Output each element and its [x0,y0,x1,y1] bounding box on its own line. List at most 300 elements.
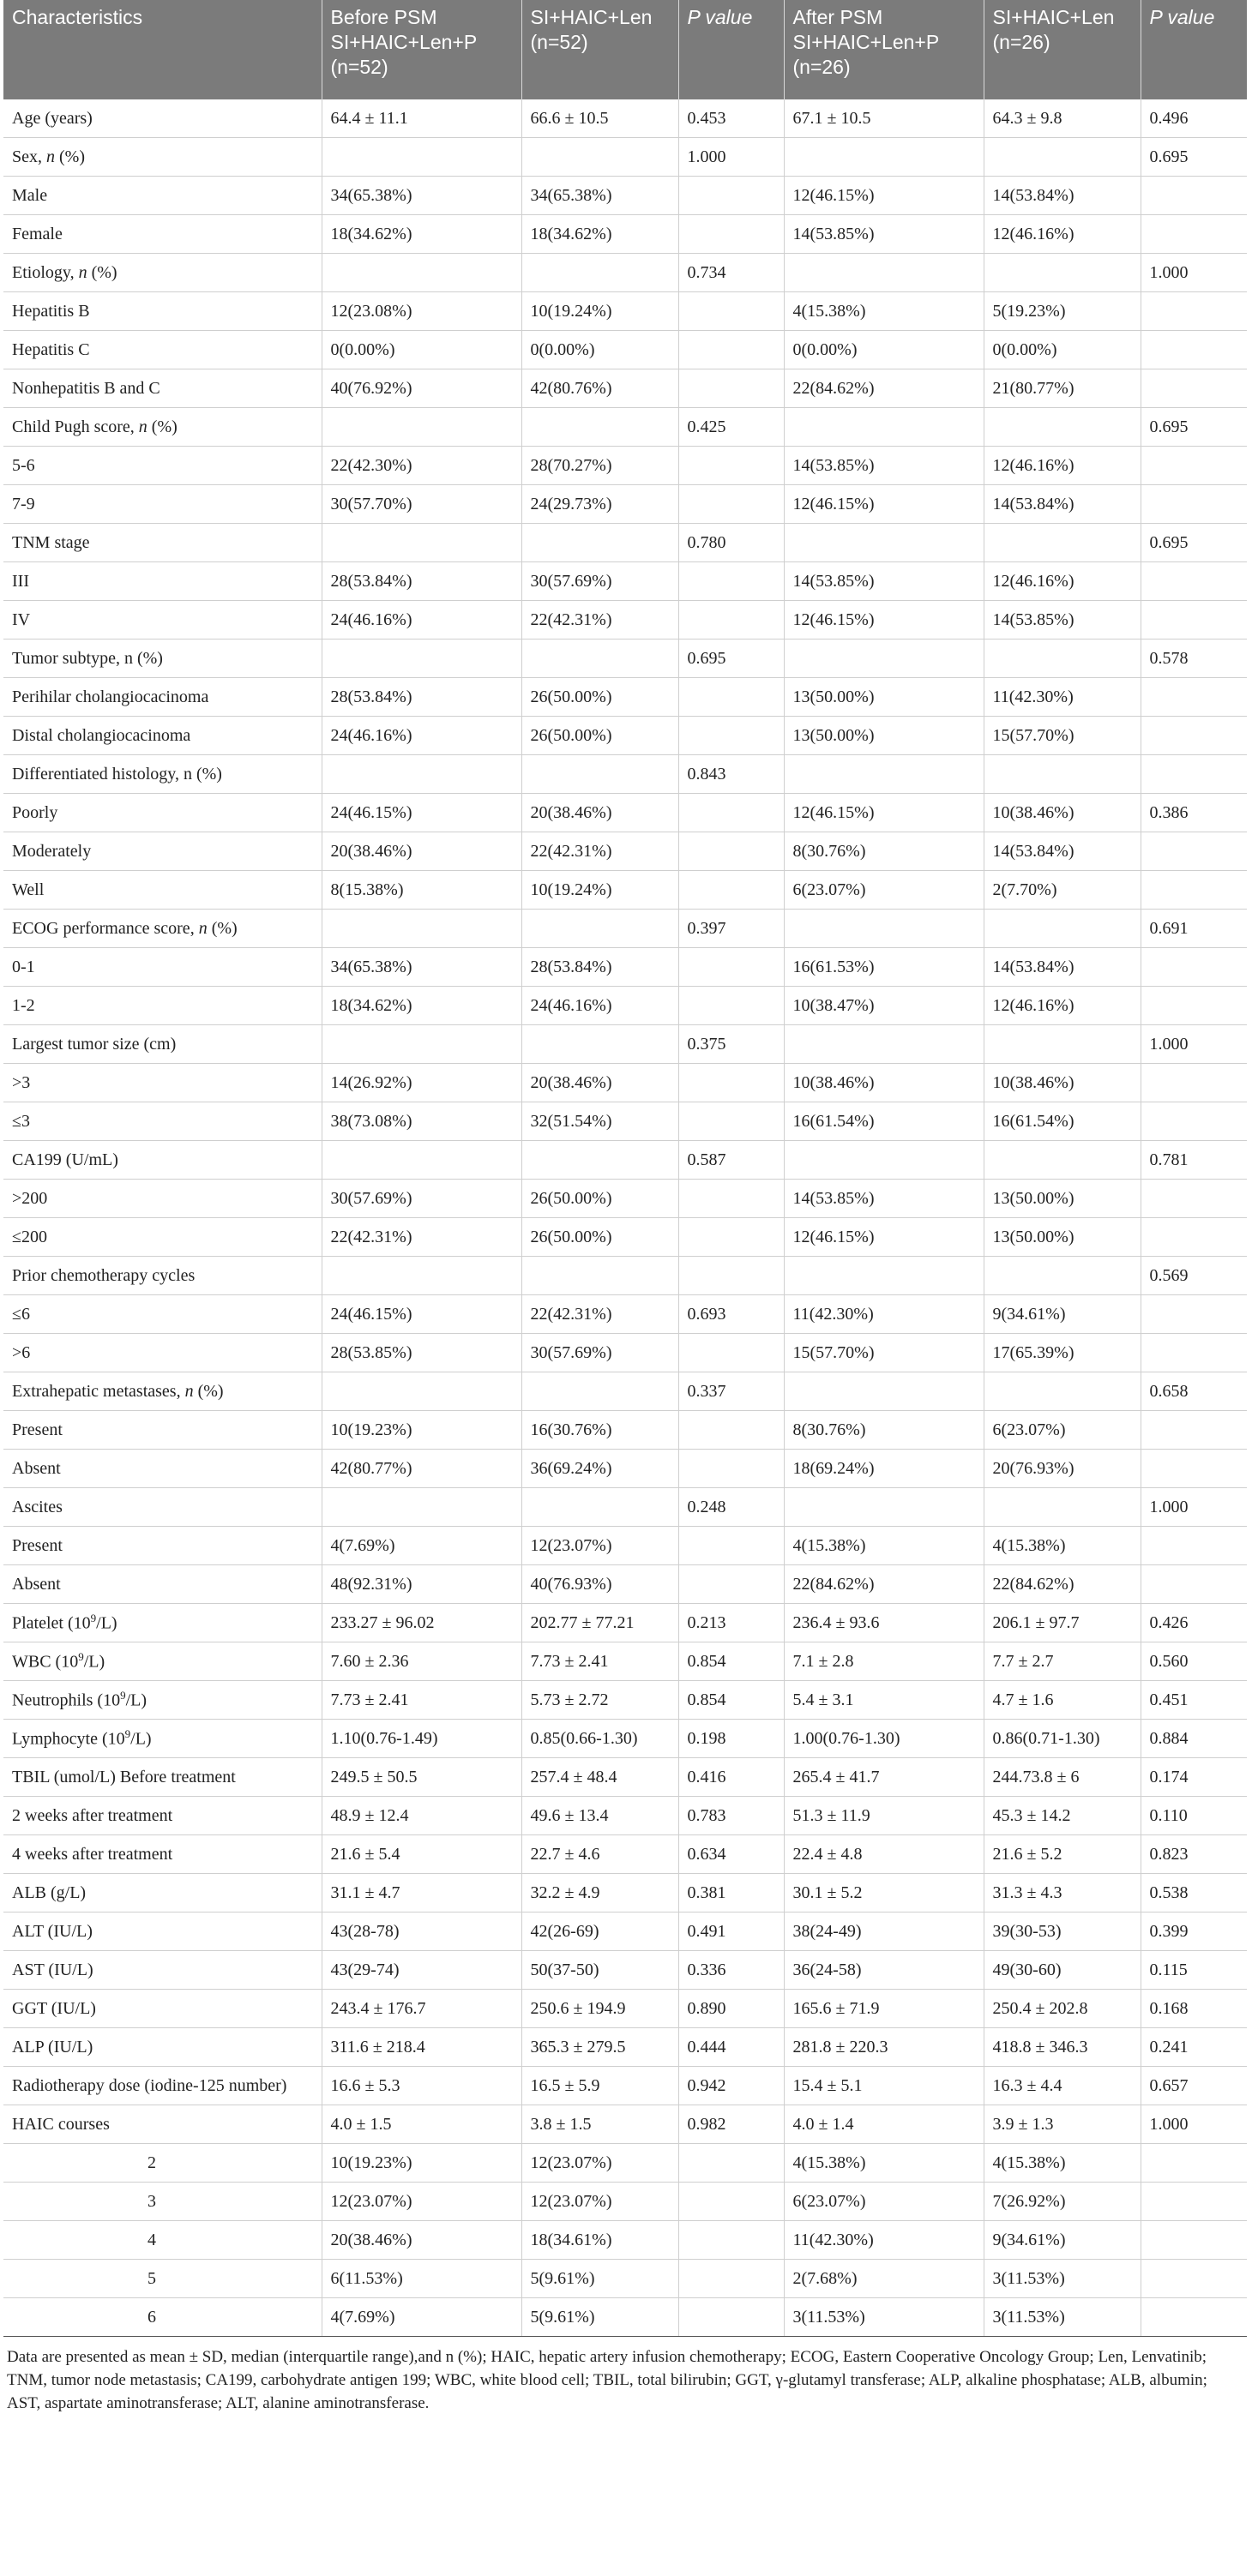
cell-value [678,1334,784,1372]
cell-value: 265.4 ± 41.7 [784,1758,984,1797]
row-label: 4 [3,2221,322,2260]
table-row [3,1642,1247,1681]
header-characteristics: Characteristics [3,0,322,99]
cell-value: 0.780 [678,524,784,562]
cell-value: 15(57.70%) [784,1334,984,1372]
row-label: Male [3,177,322,215]
cell-value: 7.73 ± 2.41 [322,1681,521,1720]
cell-value [1141,2221,1247,2260]
cell-value: 5(19.23%) [984,292,1141,331]
cell-value [1141,1102,1247,1141]
cell-value: 0.85(0.66-1.30) [521,1720,678,1758]
cell-value [984,1141,1141,1180]
cell-value: 22(42.31%) [521,601,678,639]
row-label: Platelet $(10^9/L)$ [3,1604,322,1642]
header-after-psm-group-a: After PSM SI+HAIC+Len+P (n=26) [784,0,984,99]
cell-value: 0.942 [678,2067,784,2105]
row-label: III [3,562,322,601]
cell-value: 21.6 ± 5.4 [322,1835,521,1874]
cell-value: 18(34.62%) [322,987,521,1025]
cell-value: 24(46.15%) [322,794,521,832]
cell-value: 22(42.30%) [322,447,521,485]
cell-value: 0.890 [678,1990,784,2028]
cell-value: 1.000 [1141,2105,1247,2144]
cell-value: 16.3 ± 4.4 [984,2067,1141,2105]
cell-value [678,1565,784,1604]
cell-value: 3(11.53%) [984,2260,1141,2298]
cell-value: 0.416 [678,1758,784,1797]
cell-value: 16.6 ± 5.3 [322,2067,521,2105]
cell-value: 0.110 [1141,1797,1247,1835]
cell-value: 12(46.16%) [984,987,1141,1025]
table-row [3,1527,1247,1565]
row-label: 0-1 [3,948,322,987]
table-row [3,1835,1247,1874]
cell-value: 1.000 [1141,1025,1247,1064]
cell-value: 12(23.07%) [521,1527,678,1565]
cell-value: 0.823 [1141,1835,1247,1874]
row-label: GGT (IU/L) [3,1990,322,2028]
cell-value: 22.7 ± 4.6 [521,1835,678,1874]
table-row [3,1218,1247,1257]
cell-value: 4.0 ± 1.5 [322,2105,521,2144]
table-row [3,987,1247,1025]
cell-value: 0.336 [678,1951,784,1990]
row-label: 7-9 [3,485,322,524]
cell-value: 165.6 ± 71.9 [784,1990,984,2028]
table-row [3,408,1247,447]
cell-value: 250.6 ± 194.9 [521,1990,678,2028]
cell-value: 48(92.31%) [322,1565,521,1604]
cell-value: 16(61.53%) [784,948,984,987]
cell-value: 14(53.85%) [784,215,984,254]
row-label: ALT (IU/L) [3,1912,322,1951]
cell-value [322,138,521,177]
cell-value [678,987,784,1025]
cell-value: 10(38.46%) [784,1064,984,1102]
cell-value: 0.695 [1141,524,1247,562]
cell-value [1141,562,1247,601]
table-row [3,292,1247,331]
cell-value: 4(7.69%) [322,1527,521,1565]
table-row [3,1141,1247,1180]
cell-value: 0.854 [678,1642,784,1681]
cell-value [1141,678,1247,717]
cell-value [1141,871,1247,910]
cell-value: 22(42.31%) [521,1295,678,1334]
table-container [3,0,1247,2415]
cell-value [678,794,784,832]
cell-value: 32(51.54%) [521,1102,678,1141]
row-label: Poorly [3,794,322,832]
cell-value: 24(29.73%) [521,485,678,524]
cell-value [521,639,678,678]
cell-value: 12(46.16%) [984,447,1141,485]
cell-value: 0.496 [1141,99,1247,138]
cell-value [1141,2144,1247,2183]
row-label: Nonhepatitis B and C [3,369,322,408]
cell-value: 0.453 [678,99,784,138]
cell-value [678,485,784,524]
cell-value: 2(7.70%) [984,871,1141,910]
row-label: ALB (g/L) [3,1874,322,1912]
header-before-psm-group-a: Before PSM SI+HAIC+Len+P (n=52) [322,0,521,99]
cell-value [678,331,784,369]
cell-value: 26(50.00%) [521,717,678,755]
table-row [3,1912,1247,1951]
cell-value: 311.6 ± 218.4 [322,2028,521,2067]
header-p-value-before: P value [678,0,784,99]
table-row [3,2028,1247,2067]
cell-value: 0.538 [1141,1874,1247,1912]
cell-value: 8(30.76%) [784,832,984,871]
cell-value: 30.1 ± 5.2 [784,1874,984,1912]
cell-value [784,755,984,794]
cell-value: 4(15.38%) [784,1527,984,1565]
cell-value: 6(23.07%) [784,871,984,910]
cell-value: 0.854 [678,1681,784,1720]
cell-value: 34(65.38%) [322,177,521,215]
cell-value: 8(30.76%) [784,1411,984,1450]
table-row [3,794,1247,832]
cell-value [1141,2260,1247,2298]
cell-value: 0.982 [678,2105,784,2144]
cell-value: 365.3 ± 279.5 [521,2028,678,2067]
cell-value [678,2221,784,2260]
cell-value [1141,832,1247,871]
cell-value: 12(46.16%) [984,215,1141,254]
cell-value: 281.8 ± 220.3 [784,2028,984,2067]
row-label: TNM stage [3,524,322,562]
cell-value: 28(53.84%) [322,678,521,717]
cell-value: 14(53.85%) [984,601,1141,639]
cell-value [678,369,784,408]
cell-value: 206.1 ± 97.7 [984,1604,1141,1642]
cell-value [984,138,1141,177]
cell-value: 28(53.85%) [322,1334,521,1372]
row-label: Hepatitis B [3,292,322,331]
row-label: >6 [3,1334,322,1372]
cell-value: 42(80.77%) [322,1450,521,1488]
cell-value: 7.73 ± 2.41 [521,1642,678,1681]
row-label: >200 [3,1180,322,1218]
row-label: Age (years) [3,99,322,138]
header-after-psm-group-b: SI+HAIC+Len (n=26) [984,0,1141,99]
table-row [3,2067,1247,2105]
cell-value: 22(84.62%) [784,369,984,408]
cell-value: 24(46.15%) [322,1295,521,1334]
cell-value: 16(61.54%) [984,1102,1141,1141]
cell-value: 10(19.23%) [322,1411,521,1450]
cell-value: 45.3 ± 14.2 [984,1797,1141,1835]
cell-value: 51.3 ± 11.9 [784,1797,984,1835]
cell-value: 15(57.70%) [984,717,1141,755]
table-row [3,1102,1247,1141]
cell-value: 14(53.85%) [784,562,984,601]
row-label: Absent [3,1450,322,1488]
cell-value [678,1257,784,1295]
cell-value [984,1488,1141,1527]
table-row [3,1990,1247,2028]
cell-value: 243.4 ± 176.7 [322,1990,521,2028]
table-row [3,639,1247,678]
cell-value: 0(0.00%) [784,331,984,369]
cell-value: 4(15.38%) [784,292,984,331]
cell-value [984,408,1141,447]
row-label: Neutrophils $(10^9/L)$ [3,1681,322,1720]
cell-value: 0.337 [678,1372,784,1411]
cell-value [678,562,784,601]
cell-value: 418.8 ± 346.3 [984,2028,1141,2067]
row-label: 3 [3,2183,322,2221]
row-label: 2 weeks after treatment [3,1797,322,1835]
cell-value: 1.000 [678,138,784,177]
table-row [3,832,1247,871]
cell-value: 0.397 [678,910,784,948]
cell-value: 10(19.24%) [521,292,678,331]
cell-value: 26(50.00%) [521,678,678,717]
cell-value: 34(65.38%) [322,948,521,987]
cell-value [678,678,784,717]
cell-value: 24(46.16%) [322,601,521,639]
table-row [3,2183,1247,2221]
cell-value: 13(50.00%) [784,678,984,717]
table-row [3,1064,1247,1102]
cell-value: 42(80.76%) [521,369,678,408]
table-row [3,1295,1247,1334]
cell-value [678,447,784,485]
cell-value: 250.4 ± 202.8 [984,1990,1141,2028]
row-label: 1-2 [3,987,322,1025]
table-row [3,99,1247,138]
cell-value: 32.2 ± 4.9 [521,1874,678,1912]
cell-value [521,1372,678,1411]
cell-value: 21(80.77%) [984,369,1141,408]
cell-value: 236.4 ± 93.6 [784,1604,984,1642]
cell-value [784,1372,984,1411]
cell-value: 36(24-58) [784,1951,984,1990]
cell-value: 24(46.16%) [521,987,678,1025]
table-row [3,1488,1247,1527]
row-label: ECOG performance score, n (%) [3,910,322,948]
cell-value: 12(46.15%) [784,601,984,639]
row-label: Ascites [3,1488,322,1527]
cell-value [521,1141,678,1180]
cell-value [322,524,521,562]
cell-value [678,871,784,910]
cell-value: 5(9.61%) [521,2298,678,2337]
cell-value: 0.569 [1141,1257,1247,1295]
table-row [3,1334,1247,1372]
row-label: ≤200 [3,1218,322,1257]
cell-value: 40(76.93%) [521,1565,678,1604]
row-label: ≤6 [3,1295,322,1334]
cell-value: 31.1 ± 4.7 [322,1874,521,1912]
table-row [3,2105,1247,2144]
cell-value: 0.386 [1141,794,1247,832]
cell-value: 4(15.38%) [784,2144,984,2183]
header-p-value-after: P value [1141,0,1247,99]
cell-value [1141,2183,1247,2221]
cell-value [521,1488,678,1527]
cell-value: 18(69.24%) [784,1450,984,1488]
row-label: Female [3,215,322,254]
cell-value [784,1141,984,1180]
cell-value: 11(42.30%) [784,1295,984,1334]
cell-value: 20(76.93%) [984,1450,1141,1488]
table-row [3,138,1247,177]
cell-value [678,2144,784,2183]
table-row [3,1411,1247,1450]
cell-value [1141,1565,1247,1604]
cell-value: 6(11.53%) [322,2260,521,2298]
table-row [3,1565,1247,1604]
cell-value [322,1141,521,1180]
row-label: Absent [3,1565,322,1604]
cell-value [784,639,984,678]
table-body [3,99,1247,2337]
cell-value: 4(7.69%) [322,2298,521,2337]
cell-value [784,524,984,562]
cell-value: 0.884 [1141,1720,1247,1758]
cell-value: 11(42.30%) [784,2221,984,2260]
cell-value: 4.7 ± 1.6 [984,1681,1141,1720]
cell-value: 7.1 ± 2.8 [784,1642,984,1681]
row-label: 2 [3,2144,322,2183]
cell-value: 0.491 [678,1912,784,1951]
cell-value: 20(38.46%) [521,794,678,832]
cell-value: 34(65.38%) [521,177,678,215]
row-label: Hepatitis C [3,331,322,369]
cell-value [1141,292,1247,331]
cell-value: 12(46.15%) [784,485,984,524]
cell-value: 17(65.39%) [984,1334,1141,1372]
cell-value [678,948,784,987]
cell-value [678,2183,784,2221]
cell-value: 30(57.69%) [521,562,678,601]
cell-value: 20(38.46%) [322,2221,521,2260]
cell-value: 14(53.84%) [984,948,1141,987]
cell-value [1141,1450,1247,1488]
row-label: 6 [3,2298,322,2337]
cell-value: 18(34.62%) [322,215,521,254]
cell-value: 64.3 ± 9.8 [984,99,1141,138]
cell-value: 0.241 [1141,2028,1247,2067]
cell-value: 1.00(0.76-1.30) [784,1720,984,1758]
table-row [3,948,1247,987]
cell-value: 26(50.00%) [521,1218,678,1257]
cell-value: 12(46.16%) [984,562,1141,601]
cell-value: 16.5 ± 5.9 [521,2067,678,2105]
cell-value [1141,1064,1247,1102]
cell-value [678,292,784,331]
table-row [3,254,1247,292]
row-label: Differentiated histology, n (%) [3,755,322,794]
cell-value [1141,1411,1247,1450]
characteristics-table [3,0,1247,2337]
header-before-psm-group-b: SI+HAIC+Len (n=52) [521,0,678,99]
cell-value: 12(23.07%) [521,2183,678,2221]
table-row [3,755,1247,794]
cell-value: 0.587 [678,1141,784,1180]
cell-value: 30(57.70%) [322,485,521,524]
cell-value: 0.783 [678,1797,784,1835]
cell-value [322,1257,521,1295]
cell-value: 16(30.76%) [521,1411,678,1450]
cell-value: 0.248 [678,1488,784,1527]
row-label: Distal cholangiocacinoma [3,717,322,755]
row-label: Extrahepatic metastases, n (%) [3,1372,322,1411]
cell-value [678,1527,784,1565]
cell-value [678,2260,784,2298]
cell-value: 10(38.46%) [984,794,1141,832]
cell-value: 1.000 [1141,254,1247,292]
cell-value: 0.168 [1141,1990,1247,2028]
table-row [3,1874,1247,1912]
cell-value [1141,2298,1247,2337]
cell-value: 12(23.07%) [322,2183,521,2221]
cell-value [678,1180,784,1218]
table-row [3,910,1247,948]
cell-value: 12(46.15%) [784,1218,984,1257]
cell-value [1141,987,1247,1025]
cell-value: 0.657 [1141,2067,1247,2105]
table-row [3,871,1247,910]
cell-value [678,1064,784,1102]
cell-value: 6(23.07%) [784,2183,984,2221]
cell-value [521,755,678,794]
cell-value [521,524,678,562]
cell-value: 30(57.69%) [322,1180,521,1218]
cell-value [678,215,784,254]
row-label: 5 [3,2260,322,2298]
cell-value [1141,717,1247,755]
cell-value [984,1257,1141,1295]
cell-value: 3.9 ± 1.3 [984,2105,1141,2144]
cell-value: 0.451 [1141,1681,1247,1720]
cell-value: 0(0.00%) [984,331,1141,369]
cell-value: 0.213 [678,1604,784,1642]
cell-value [521,254,678,292]
cell-value [678,717,784,755]
cell-value: 0.375 [678,1025,784,1064]
cell-value [678,1450,784,1488]
row-label: HAIC courses [3,2105,322,2144]
cell-value [1141,447,1247,485]
cell-value: 22(84.62%) [984,1565,1141,1604]
cell-value: 10(38.47%) [784,987,984,1025]
cell-value: 16(61.54%) [784,1102,984,1141]
cell-value [678,2298,784,2337]
cell-value: 39(30-53) [984,1912,1141,1951]
cell-value: 11(42.30%) [984,678,1141,717]
cell-value: 12(23.07%) [521,2144,678,2183]
cell-value: 244.73.8 ± 6 [984,1758,1141,1797]
cell-value: 43(28-78) [322,1912,521,1951]
row-label: 4 weeks after treatment [3,1835,322,1874]
cell-value: 22(42.31%) [322,1218,521,1257]
cell-value: 13(50.00%) [984,1218,1141,1257]
row-label: Well [3,871,322,910]
cell-value: 0.695 [1141,408,1247,447]
cell-value: 7.60 ± 2.36 [322,1642,521,1681]
cell-value: 36(69.24%) [521,1450,678,1488]
row-label: Child Pugh score, n (%) [3,408,322,447]
row-label: TBIL (umol/L) Before treatment [3,1758,322,1797]
cell-value: 0.695 [1141,138,1247,177]
cell-value: 8(15.38%) [322,871,521,910]
cell-value: 233.27 ± 96.02 [322,1604,521,1642]
